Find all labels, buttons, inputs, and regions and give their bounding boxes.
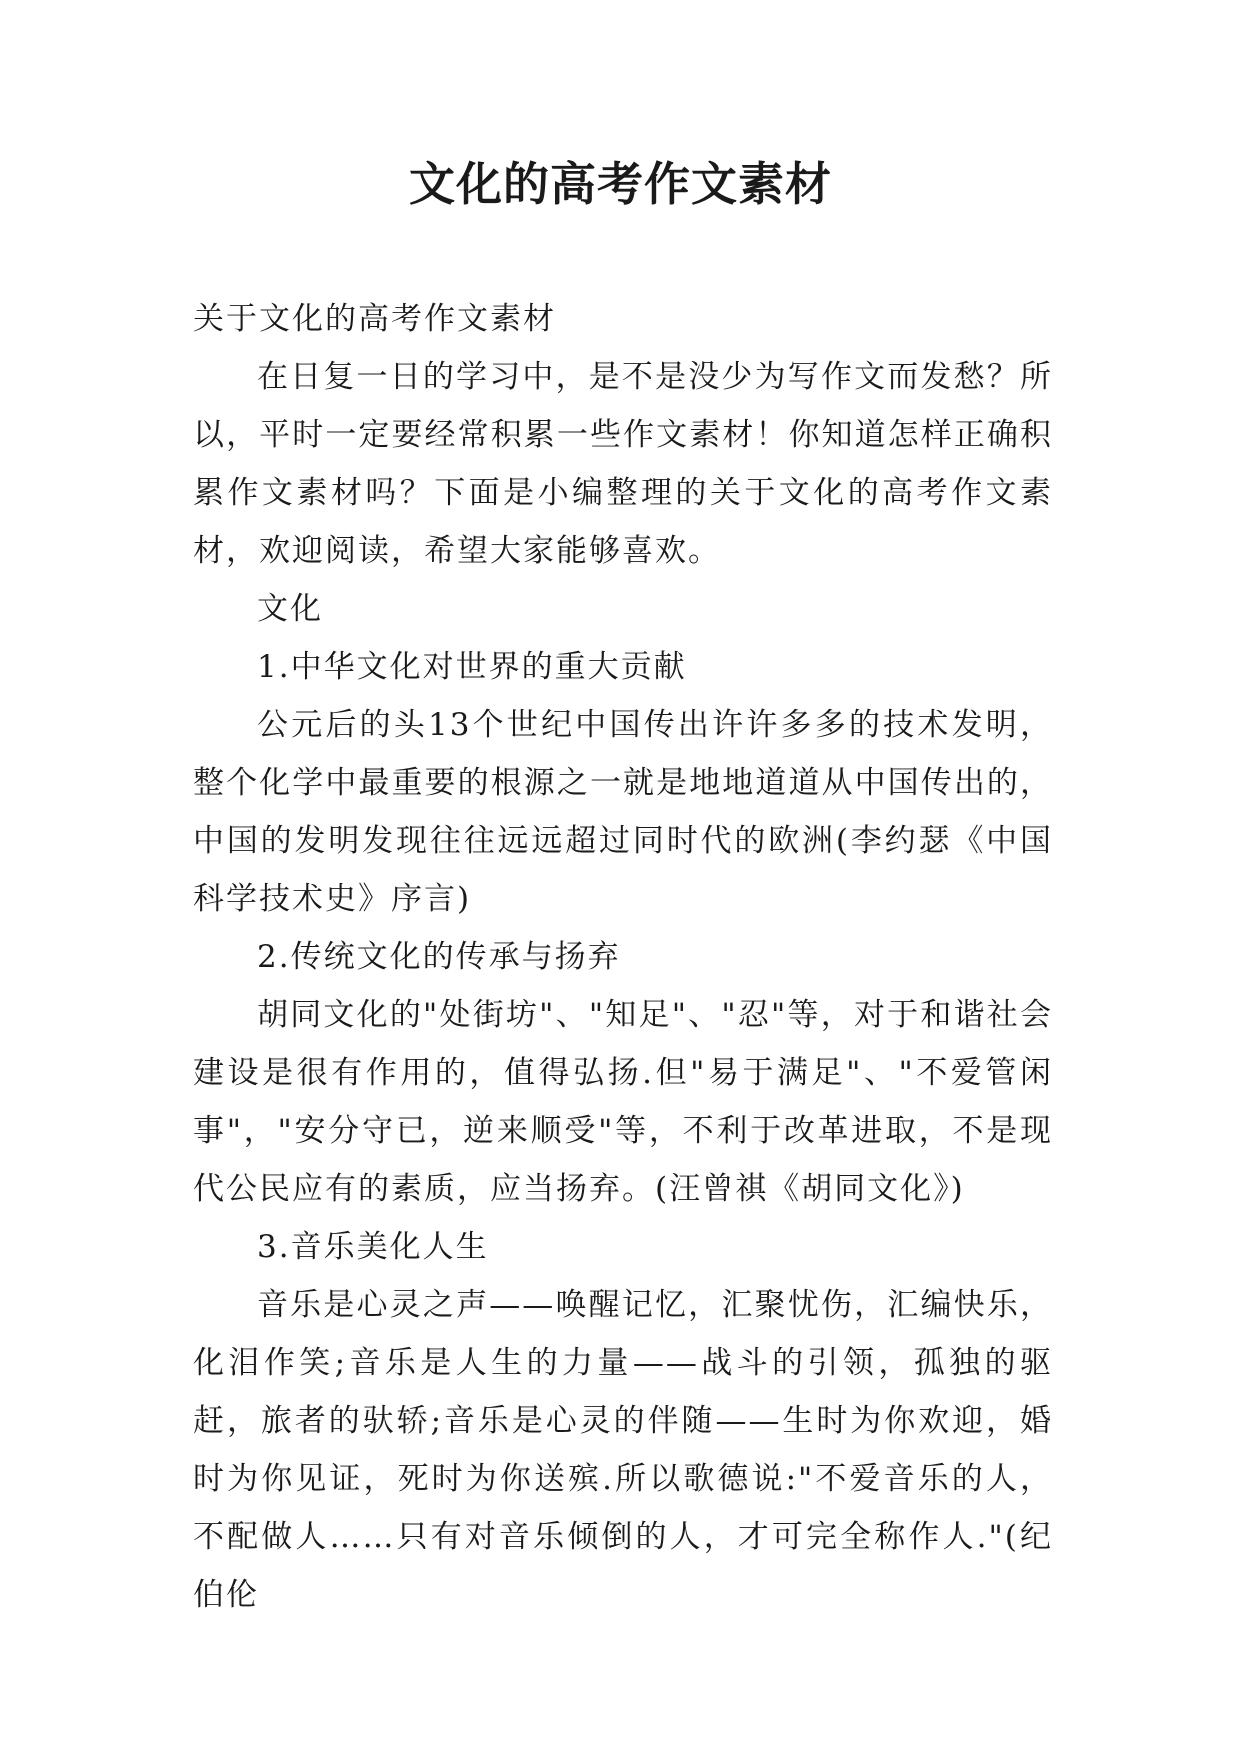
section-heading-culture: 文化 xyxy=(257,591,323,627)
document-body xyxy=(193,290,1053,1624)
paragraph-2: 胡同文化的"处街坊"、"知足"、"忍"等，对于和谐社会建设是很有作用的，值得弘扬.但"易于满足"、"不爱管闲事"，"安分守已，逆来顺受"等，不利于改革进取，不是现代公民应有的素质，应当扬弃。(汪曾祺《胡同文化》) xyxy=(193,997,1053,1207)
subheading-1: 1.中华文化对世界的重大贡献 xyxy=(257,649,687,685)
subheading-3: 3.音乐美化人生 xyxy=(257,1229,489,1265)
paragraph-intro: 在日复一日的学习中，是不是没少为写作文而发愁？所以，平时一定要经常积累一些作文素材！你知道怎样正确积累作文素材吗？下面是小编整理的关于文化的高考作文素材，欢迎阅读，希望大家能够喜欢。 xyxy=(193,359,1053,569)
document-title: 文化的高考作文素材 xyxy=(409,157,832,211)
subheading-2: 2.传统文化的传承与扬弃 xyxy=(257,939,621,975)
paragraph-3: 音乐是心灵之声——唤醒记忆，汇聚忧伤，汇编快乐，化泪作笑;音乐是人生的力量——战斗的引领，孤独的驱赶，旅者的驮轿;音乐是心灵的伴随——生时为你欢迎，婚时为你见证，死时为你送殡.所以歌德说:"不爱音乐的人，不配做人……只有对音乐倾倒的人，才可完全称作人."(纪伯伦 xyxy=(193,1287,1053,1613)
paragraph-1: 公元后的头13个世纪中国传出许许多多的技术发明，整个化学中最重要的根源之一就是地地道道从中国传出的，中国的发明发现往往远远超过同时代的欧洲(李约瑟《中国科学技术史》序言) xyxy=(193,707,1053,917)
paragraph-intro-heading: 关于文化的高考作文素材 xyxy=(193,301,556,337)
